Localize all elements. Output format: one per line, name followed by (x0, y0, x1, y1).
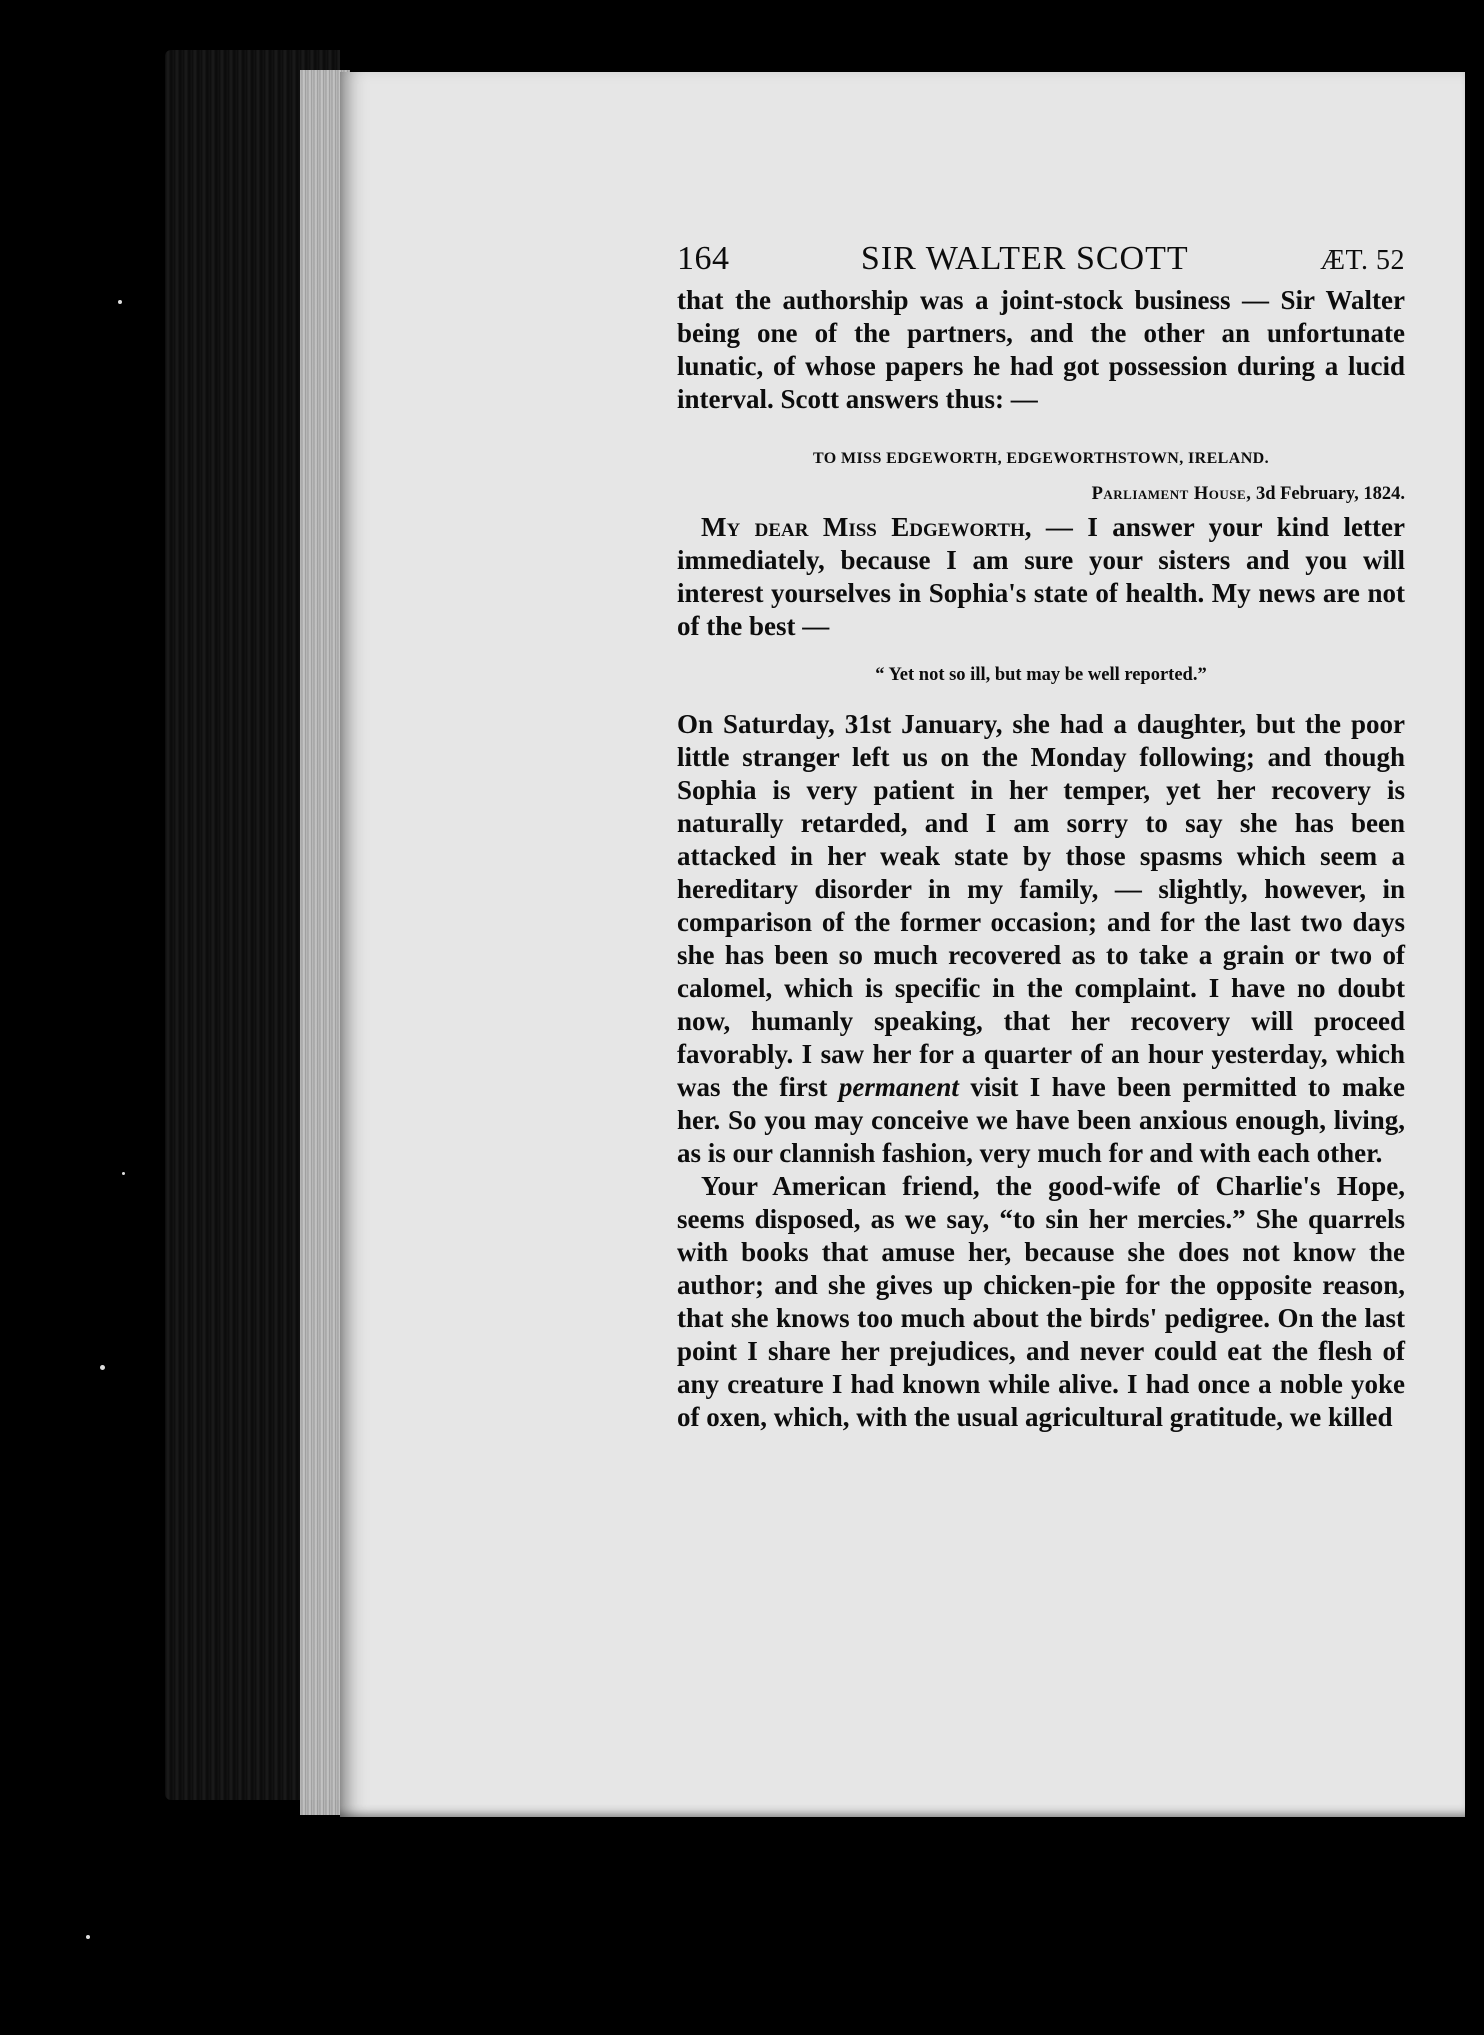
dust-speck (100, 1365, 105, 1370)
letter-address: TO MISS EDGEWORTH, EDGEWORTHSTOWN, IRELAND. (812, 450, 1270, 467)
letter-dateline (677, 484, 1405, 505)
dateline-date: 3d February, 1824. (1255, 484, 1405, 504)
body-paragraph-2: Your American friend, the good-wife of Charlie's Hope, seems disposed, as we say, “to sin her mercies.” She quarrels with books that amuse her, because she does not know the author; and she gives up chicken-pie for the opposite reason, that she knows too much about the birds' pedigree. On the last point I share her prejudices, and never could eat the flesh of any creature I had known while alive. I had once a noble yoke of oxen, which, with the usual agricultural gratitude, we killed (677, 1171, 1405, 1432)
page-text (677, 240, 1405, 1434)
dust-speck (86, 1935, 90, 1939)
letter-opening-text: — I answer your kind letter immediately, because I am sure your sisters and you will interest yourselves in Sophia's state of health. My news are not of the best — (677, 512, 1405, 641)
body-paragraph-1-part-b: visit I have been permitted to make her. So you may conceive we have been anxious enough, living, as is our clannish fashion, very much for and with each other. (677, 1072, 1405, 1168)
italic-word: permanent (838, 1072, 959, 1102)
verse-quote: “ Yet not so ill, but may be well reported.” (875, 665, 1207, 685)
body-paragraph-1 (677, 708, 1405, 1170)
body-paragraph-1-part-a: On Saturday, 31st January, she had a daughter, but the poor little stranger left us on the Monday following; and though Sophia is very patient in her temper, yet her recovery is naturally retarded, and I am sorry to say she has been attacked in her weak state by those spasms which seem a hereditary disorder in my family, — slightly, however, in comparison of the former occasion; and for the last two days she has been so much recovered as to take a grain or two of calomel, which is specific in the complaint. I have no doubt now, humanly speaking, that her recovery will proceed favorably. I saw her for a quarter of an hour yesterday, which was the first (677, 709, 1405, 1102)
running-header (677, 240, 1405, 278)
running-title: SIR WALTER SCOTT (860, 240, 1189, 277)
dust-speck (122, 1172, 125, 1175)
letter-opening (677, 511, 1405, 643)
dateline-place: Parliament House, (1091, 484, 1252, 504)
dust-speck (118, 300, 122, 304)
age-marker: ÆT. 52 (1320, 245, 1405, 276)
intro-paragraph: that the authorship was a joint-stock business — Sir Walter being one of the partners, and the other an unfortunate lunatic, of whose papers he had got possession during a lucid interval. Scott answers thus: — (677, 285, 1405, 414)
salutation: My dear Miss Edgeworth, (701, 512, 1032, 542)
page-number: 164 (677, 240, 730, 277)
